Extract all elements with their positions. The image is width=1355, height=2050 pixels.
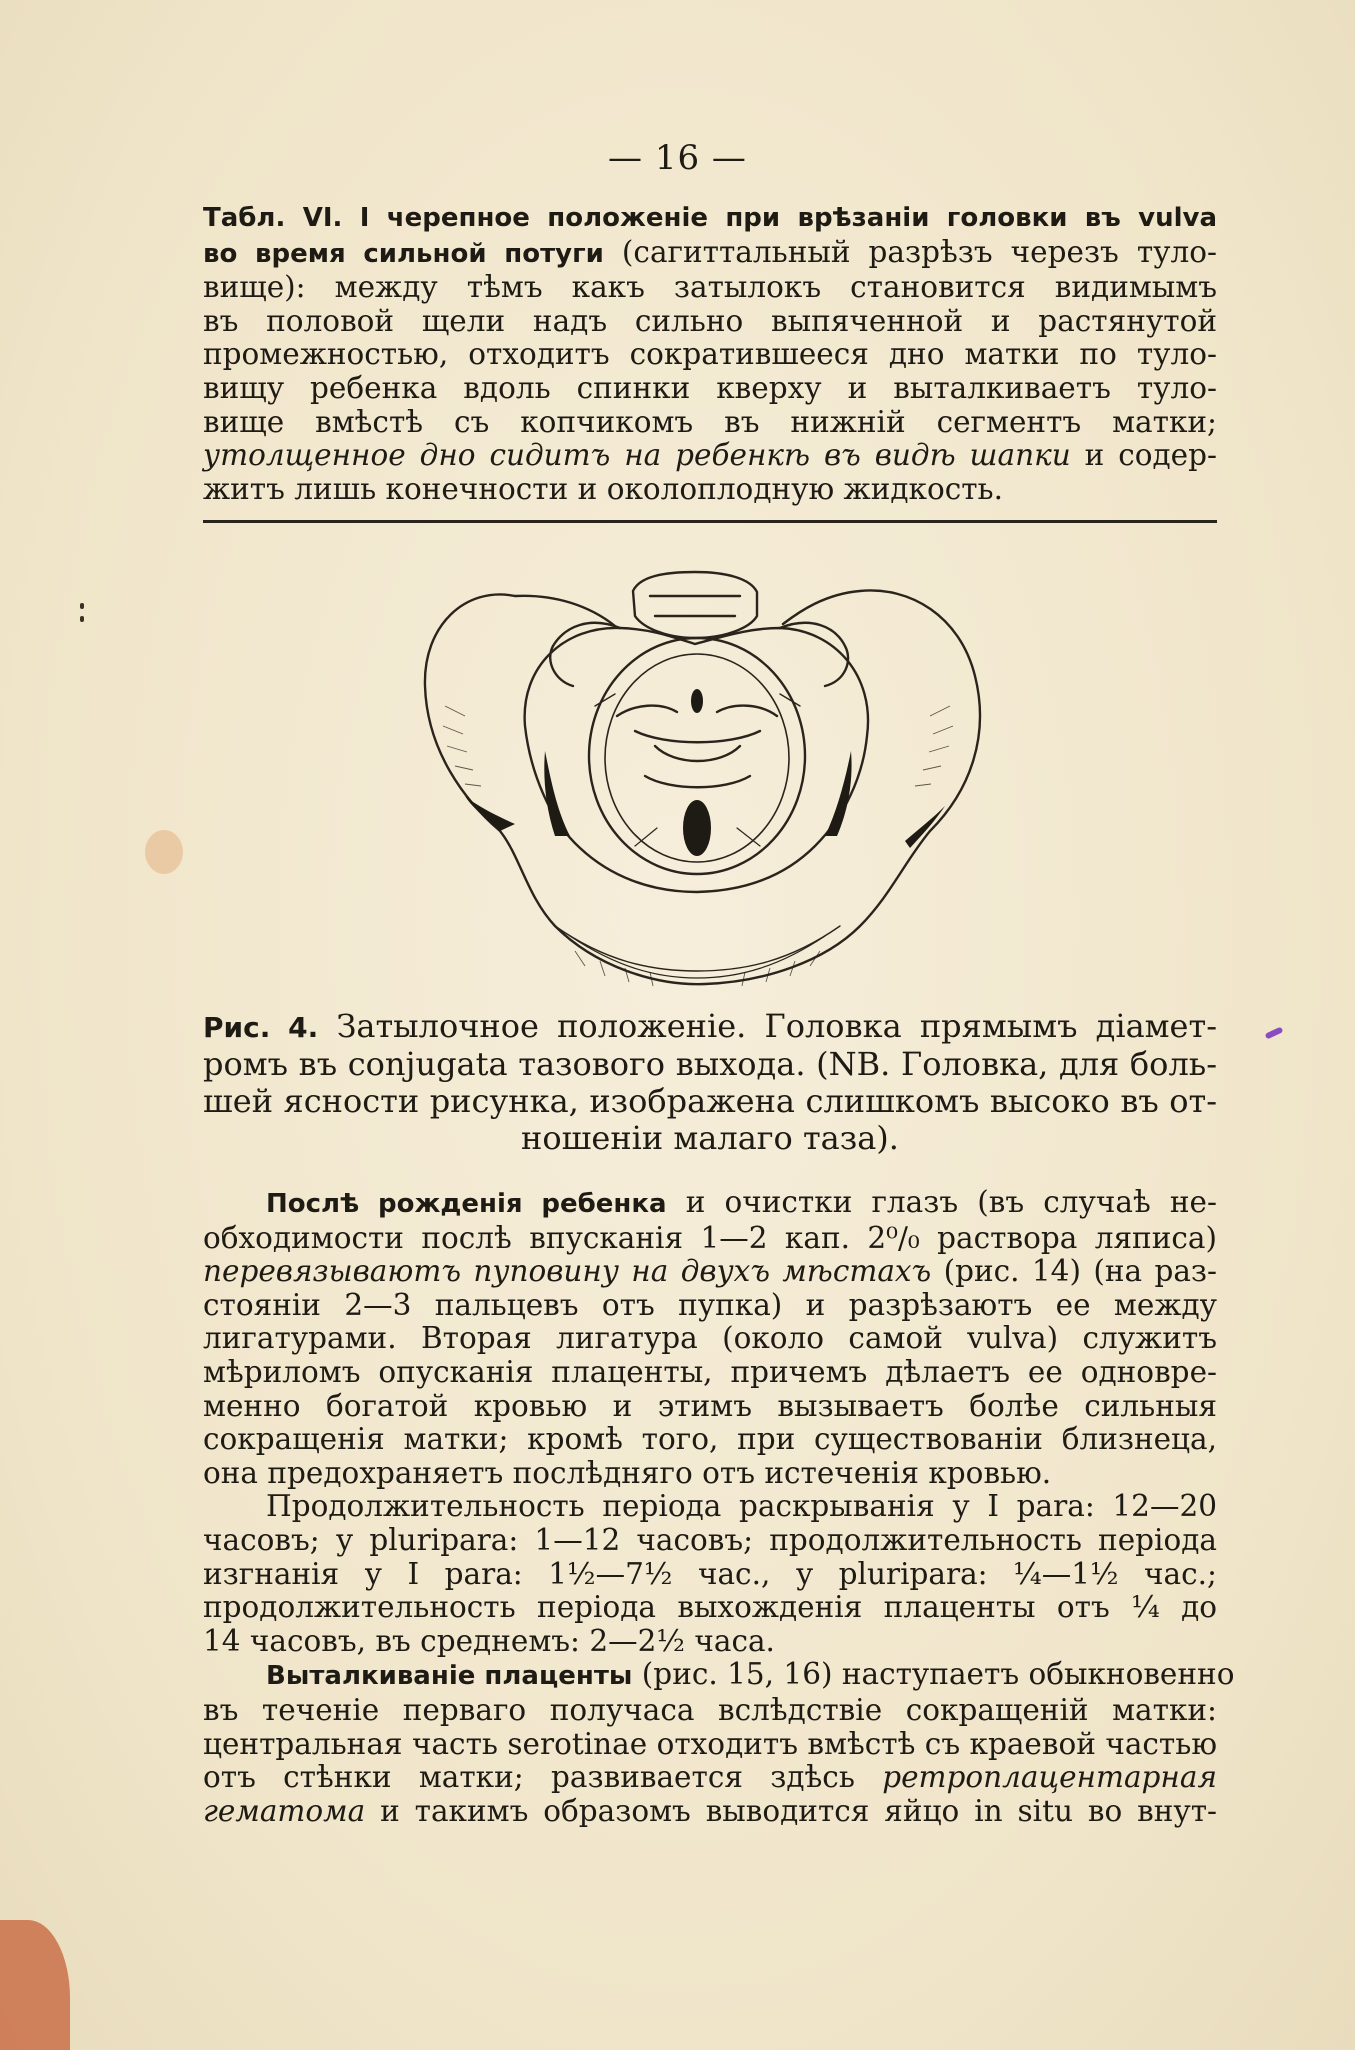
text-line: центральная часть serotinae отходитъ вмѣстѣ съ краевой частью [203, 1726, 1217, 1761]
text-span: Затылочное положеніе. Головка прямымъ діамет- [318, 1007, 1218, 1045]
horizontal-rule [203, 520, 1217, 523]
text-line: 14 часовъ, въ среднемъ: 2—2½ часа. [203, 1623, 775, 1658]
text-line: стояніи 2—3 пальцевъ отъ пупка) и разрѣзаютъ ее между [203, 1287, 1217, 1322]
text-span: отъ стѣнки матки; развивается здѣсь [203, 1760, 883, 1795]
text-line: житъ лишь конечности и околоплодную жидкость. [203, 471, 1004, 506]
page-number: — 16 — [608, 138, 747, 178]
text-line: вище вмѣстѣ съ копчикомъ въ нижній сегментъ матки; [203, 404, 1217, 439]
text-line: мѣриломъ опусканія плаценты, причемъ дѣлаетъ ее одновре- [203, 1354, 1217, 1389]
paper-speck [80, 603, 84, 609]
paragraph-lead-bold: Выталкиваніе плаценты [266, 1661, 633, 1692]
text-line [203, 439, 1217, 473]
table-title-bold: Табл. VI. I черепное положеніе при врѣзаніи головки въ vulva [203, 203, 1217, 233]
italic-span: гематома [203, 1793, 366, 1828]
caption-line: ромъ въ conjugata тазового выхода. (NB. Головка, для боль- [203, 1045, 1217, 1083]
text-line: обходимости послѣ впусканія 1—2 кап. 2⁰/₀ раствора ляписа) [203, 1220, 1217, 1255]
text-line [203, 1795, 1217, 1829]
text-line [203, 1186, 1217, 1222]
text-span: (рис. 15, 16) наступаетъ обыкновенно [632, 1657, 1235, 1692]
text-line: вище): между тѣмъ какъ затылокъ становится видимымъ [203, 270, 1217, 305]
text-line: часовъ; у plurіpara: 1—12 часовъ; продолжительность періода [203, 1522, 1217, 1557]
text-line: промежностью, отходитъ сократившееся дно матки по туло- [203, 337, 1217, 372]
text-span: и содер- [1070, 438, 1217, 473]
paper-speck [80, 616, 84, 622]
italic-span: утолщенное дно сидитъ на ребенкѣ въ видѣ шапки [203, 438, 1071, 473]
text-line: въ половой щели надъ сильно выпяченной и растянутой [203, 303, 1217, 338]
text-span: и такимъ образомъ выводится яйцо in situ во внут- [365, 1793, 1217, 1828]
caption-label: Рис. 4. [203, 1011, 319, 1044]
text-span: и очистки глазъ (въ случаѣ не- [666, 1185, 1217, 1219]
italic-span: ретроплацентарная [882, 1760, 1217, 1795]
text-line: она предохраняетъ послѣдняго отъ истеченія кровью. [203, 1455, 1052, 1490]
text-line: менно богатой кровью и этимъ вызываетъ болѣе сильныя [203, 1388, 1217, 1423]
pelvis-illustration [405, 566, 990, 1006]
text-line [203, 200, 1217, 236]
caption-line: ношеніи малаго таза). [521, 1119, 899, 1157]
text-line: лигатурами. Вторая лигатура (около самой vulva) служитъ [203, 1321, 1217, 1356]
caption-line: шей ясности рисунка, изображена слишкомъ высоко въ от- [203, 1082, 1217, 1120]
text-line: продолжительность періода выхожденія плаценты отъ ¼ до [203, 1590, 1217, 1625]
caption-line [203, 1008, 1217, 1046]
table-description [203, 200, 1217, 506]
paragraph-lead-bold: Послѣ рожденія ребенка [266, 1189, 667, 1219]
text-line: въ теченіе перваго получаса вслѣдствіе сокращеній матки: [203, 1692, 1217, 1727]
text-line: вищу ребенка вдоль спинки кверху и выталкиваетъ туло- [203, 370, 1217, 405]
text-span: (рис. 14) (на раз- [931, 1254, 1217, 1289]
paper-stain [145, 830, 183, 874]
text-line [203, 236, 1217, 272]
text-line: Продолжительность періода раскрыванія у I para: 12—20 [266, 1489, 1217, 1524]
text-line: сокращенія матки; кромѣ того, при существованіи близнеца, [203, 1422, 1217, 1457]
table-title-bold: во время сильной потуги [203, 238, 604, 269]
text-line: изгнанія у I para: 1½—7½ час., у plurіpara: ¼—1½ час.; [203, 1556, 1217, 1591]
text-line [203, 1657, 1235, 1694]
text-line [203, 1761, 1217, 1795]
text-span: (сагиттальный разрѣзъ черезъ туло- [603, 234, 1217, 269]
body-text [203, 1185, 1235, 1828]
figure-caption [203, 1008, 1217, 1157]
italic-span: перевязываютъ пуповину на двухъ мѣстахъ [203, 1254, 932, 1289]
text-line [203, 1255, 1217, 1289]
